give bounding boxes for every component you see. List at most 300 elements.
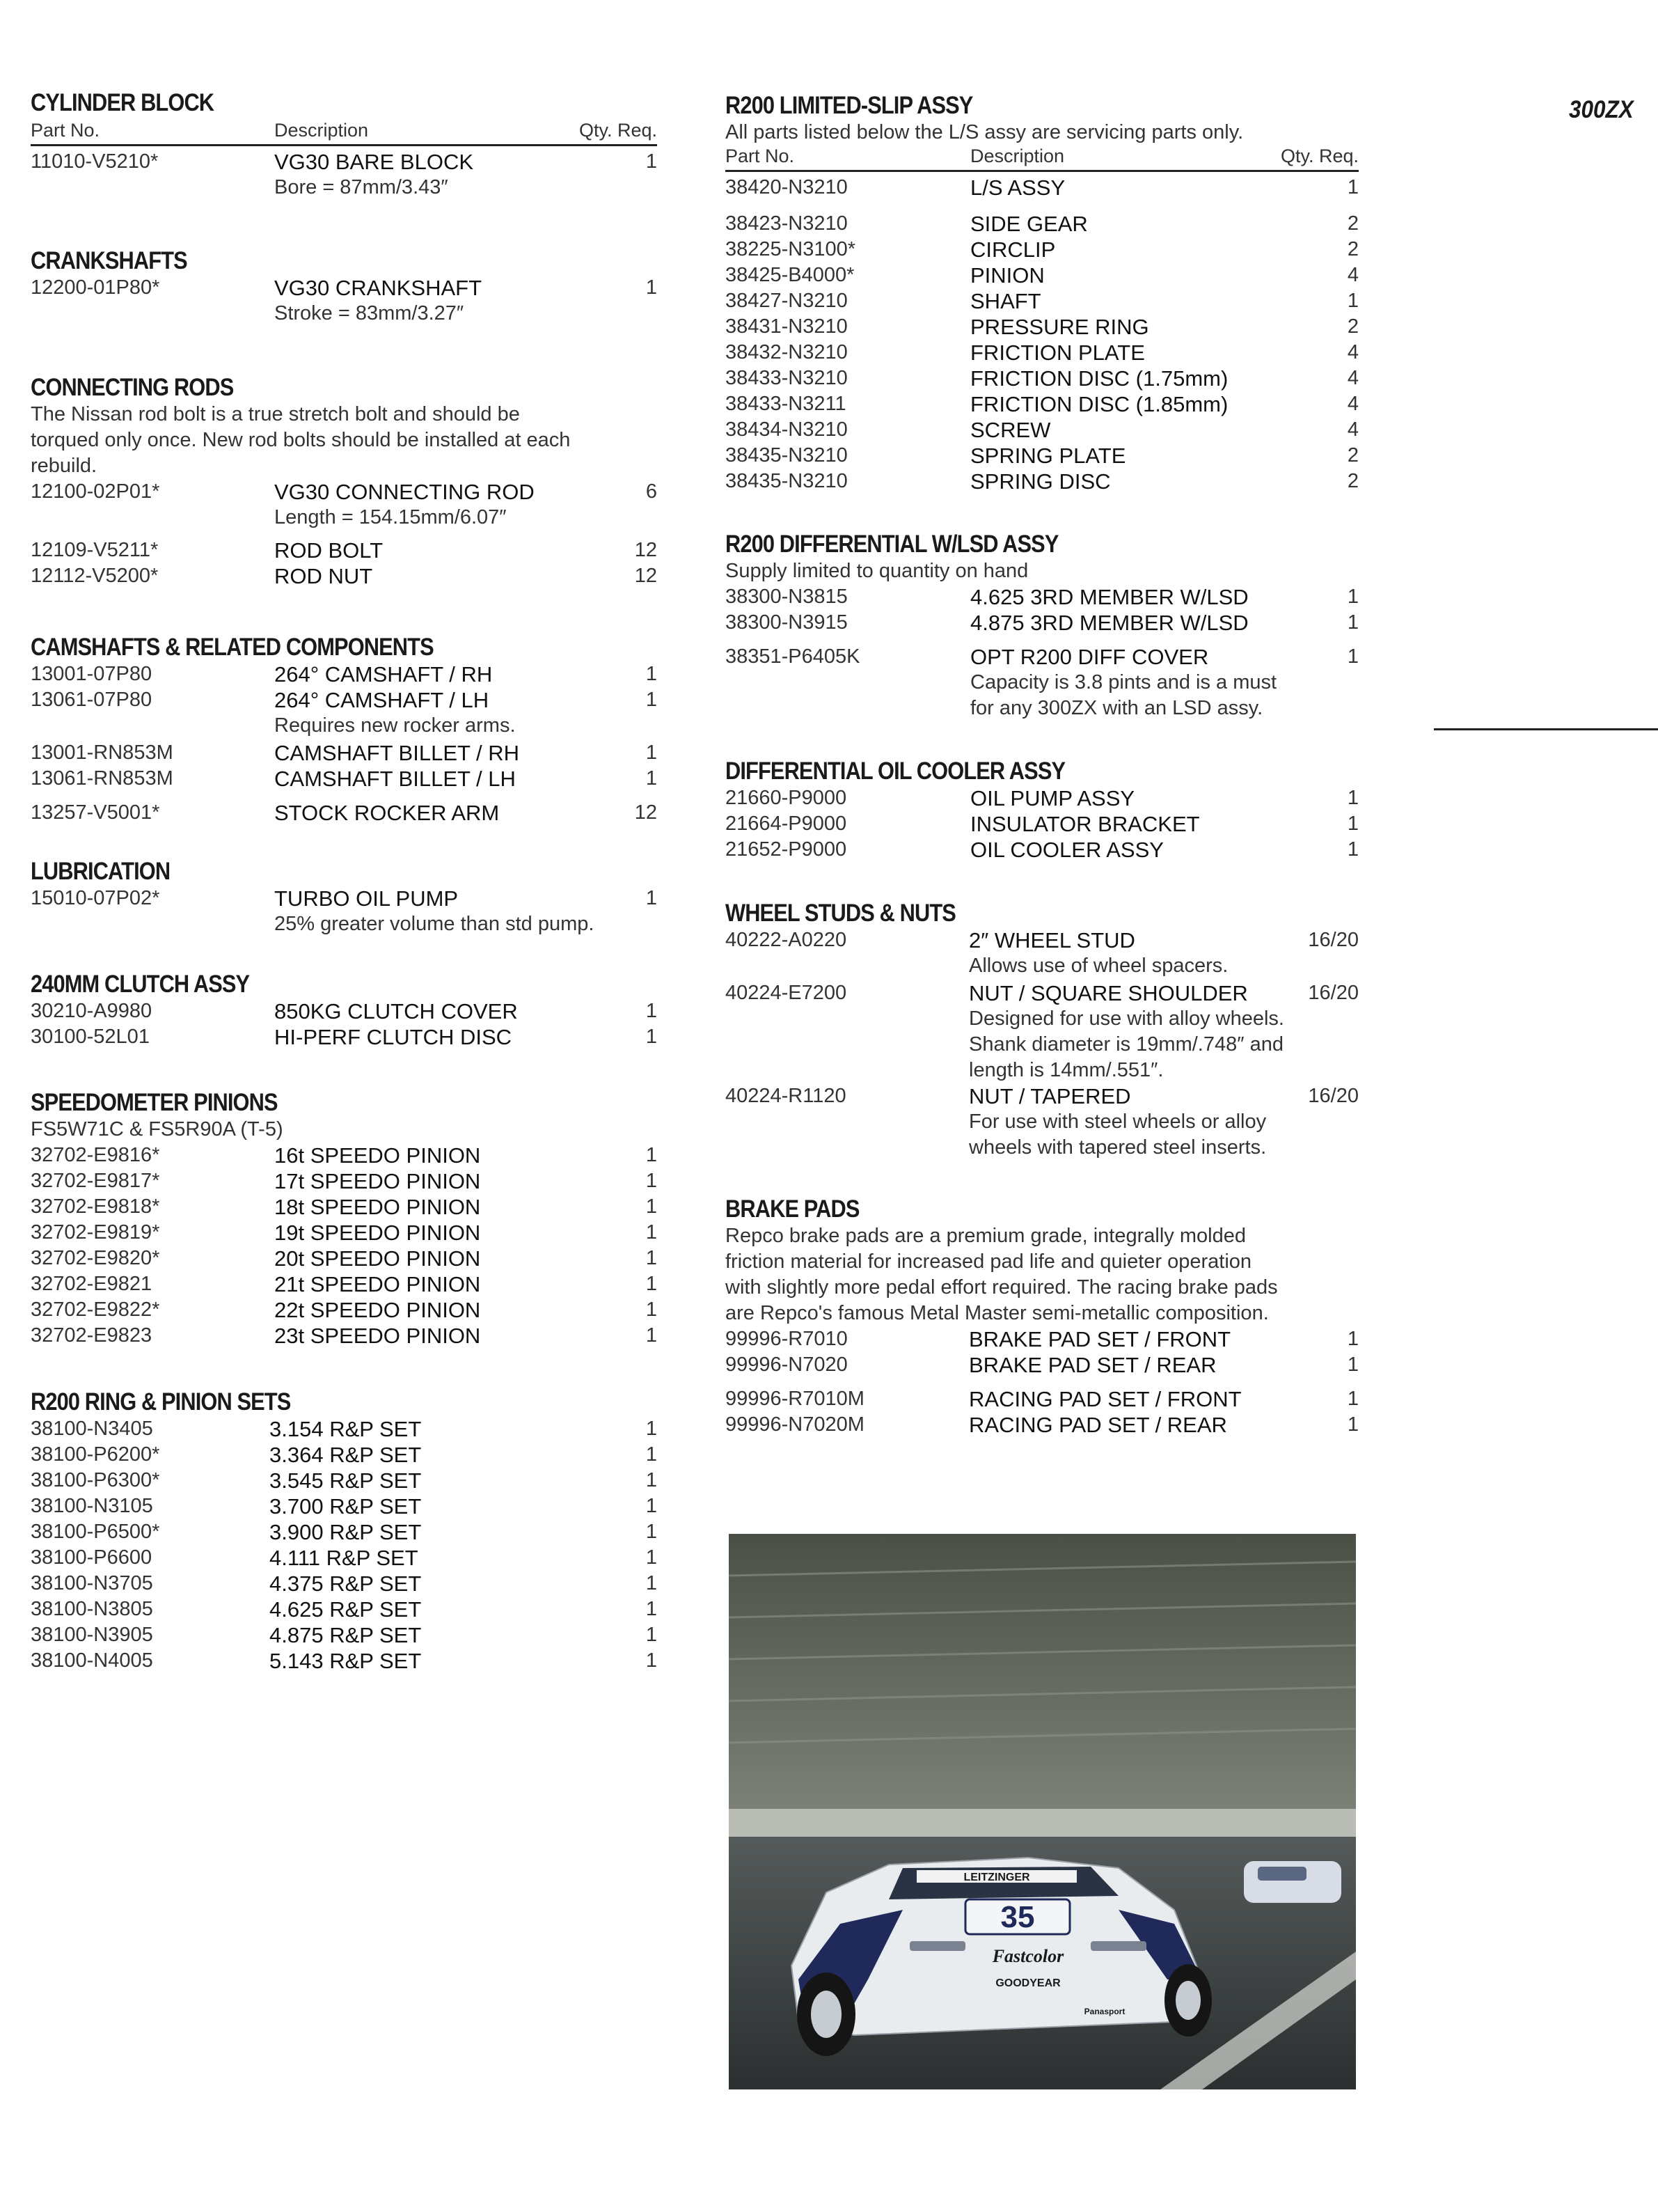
part-description: ROD BOLT — [274, 538, 384, 563]
quantity: 12 — [634, 565, 657, 587]
part-number: 38431-N3210 — [725, 315, 848, 338]
description-text: NUT / TAPERED — [969, 1084, 1131, 1108]
quantity: 1 — [645, 150, 657, 173]
part-description: INSULATOR BRACKET — [970, 812, 1200, 836]
part-description — [274, 687, 516, 739]
part-description: 18t SPEEDO PINION — [274, 1195, 481, 1219]
part-description: 20t SPEEDO PINION — [274, 1246, 481, 1271]
part-number: 38100-N4005 — [31, 1649, 153, 1672]
part-number: 32702-E9818* — [31, 1195, 160, 1218]
note-line: friction material for increased pad life and quieter operation — [725, 1250, 1252, 1273]
quantity: 12 — [634, 539, 657, 561]
description-note: 25% greater volume than std pump. — [274, 913, 594, 935]
header-qty: Qty. Req. — [1280, 146, 1359, 166]
part-number: 40224-R1120 — [725, 1085, 846, 1107]
race-car-photo — [729, 1534, 1356, 2089]
table-row — [725, 340, 1359, 366]
part-number: 15010-07P02* — [31, 887, 160, 909]
part-number: 32702-E9819* — [31, 1221, 160, 1244]
part-number: 13257-V5001* — [31, 801, 160, 824]
part-number: 38100-N3705 — [31, 1572, 153, 1594]
table-row — [31, 1271, 657, 1297]
quantity: 1 — [645, 1144, 657, 1166]
note-line: rebuild. — [31, 455, 97, 477]
header-description: Description — [274, 120, 369, 141]
note-line: torqued only once. New rod bolts should be installed at each — [31, 429, 571, 451]
table-row — [725, 314, 1359, 340]
table-row — [725, 785, 1359, 811]
pit-wall — [729, 1809, 1356, 1837]
section-limited-slip — [725, 92, 1359, 494]
section-title: BRAKE PADS — [725, 1195, 860, 1223]
part-number: 32702-E9821 — [31, 1273, 152, 1295]
description-text: VG30 BARE BLOCK — [274, 150, 474, 174]
note-line: with slightly more pedal effort required. The racing brake pads — [725, 1276, 1278, 1299]
quantity: 4 — [1347, 418, 1359, 441]
part-number: 38100-N3105 — [31, 1495, 153, 1517]
part-number: 12200-01P80* — [31, 276, 160, 299]
part-number: 38433-N3210 — [725, 367, 848, 389]
part-number: 38435-N3210 — [725, 470, 848, 492]
column-headers — [725, 146, 1359, 172]
quantity: 1 — [1347, 813, 1359, 835]
part-description: 4.875 3RD MEMBER W/LSD — [970, 611, 1249, 635]
quantity: 1 — [645, 1469, 657, 1491]
quantity: 1 — [1347, 838, 1359, 861]
part-description: 4.875 R&P SET — [269, 1623, 422, 1647]
table-row — [725, 175, 1359, 211]
part-number: 13001-RN853M — [31, 742, 173, 764]
table-row — [31, 1597, 657, 1622]
quantity: 1 — [645, 1418, 657, 1440]
part-description — [274, 275, 482, 327]
part-description: CIRCLIP — [970, 237, 1056, 262]
section-title: CRANKSHAFTS — [31, 247, 187, 274]
sponsor-sill: Panasport — [1084, 2007, 1126, 2016]
table-row — [725, 811, 1359, 837]
part-description: 4.625 3RD MEMBER W/LSD — [970, 585, 1249, 609]
part-description: SIDE GEAR — [970, 212, 1088, 236]
table-row — [31, 1143, 657, 1168]
part-description: SCREW — [970, 418, 1051, 442]
table-row — [725, 1352, 1359, 1386]
section-oil-cooler — [725, 758, 1359, 863]
quantity: 1 — [645, 1521, 657, 1543]
part-number: 13061-RN853M — [31, 767, 173, 790]
part-description: FRICTION DISC (1.75mm) — [970, 366, 1229, 391]
part-description: 19t SPEEDO PINION — [274, 1221, 481, 1245]
part-number: 38100-N3405 — [31, 1418, 153, 1440]
quantity: 1 — [645, 1495, 657, 1517]
part-description: 3.545 R&P SET — [269, 1468, 422, 1493]
part-description: SHAFT — [970, 289, 1041, 313]
part-description: L/S ASSY — [970, 175, 1066, 200]
table-row — [31, 1024, 657, 1050]
part-description: 3.154 R&P SET — [269, 1417, 422, 1441]
section-title: 240MM CLUTCH ASSY — [31, 971, 250, 998]
description-note: for any 300ZX with an LSD assy. — [970, 697, 1263, 719]
section-camshafts — [31, 634, 657, 826]
part-description — [274, 149, 473, 201]
section-speedo-pinions — [31, 1089, 657, 1349]
table-row — [31, 1571, 657, 1597]
part-number: 12100-02P01* — [31, 480, 160, 503]
part-description: SPRING PLATE — [970, 444, 1126, 468]
part-number: 99996-R7010 — [725, 1328, 848, 1350]
table-row — [31, 1622, 657, 1648]
part-number: 38100-P6500* — [31, 1521, 160, 1543]
wheel-rim — [1176, 1981, 1201, 2020]
part-number: 38100-P6200* — [31, 1443, 160, 1466]
part-description — [969, 1083, 1266, 1161]
description-note: Bore = 87mm/3.43″ — [274, 176, 448, 198]
quantity: 1 — [1347, 645, 1359, 668]
description-text: VG30 CONNECTING ROD — [274, 480, 535, 504]
section-title: CYLINDER BLOCK — [31, 89, 214, 116]
quantity: 1 — [645, 1170, 657, 1192]
quantity: 16/20 — [1308, 929, 1359, 951]
quantity: 12 — [634, 801, 657, 824]
part-description — [969, 927, 1228, 979]
windshield-banner: LEITZINGER — [963, 1872, 1030, 1883]
header-description: Description — [970, 146, 1065, 166]
table-row — [725, 262, 1359, 288]
description-note: wheels with tapered steel inserts. — [969, 1136, 1267, 1159]
quantity: 2 — [1347, 212, 1359, 235]
description-note: Capacity is 3.8 pints and is a must — [970, 671, 1277, 693]
part-number: 38433-N3211 — [725, 393, 846, 415]
race-car-illustration — [729, 1534, 1356, 2089]
quantity: 2 — [1347, 444, 1359, 466]
car-number: 35 — [1000, 1900, 1035, 1934]
part-description: 5.143 R&P SET — [269, 1649, 422, 1673]
sponsor-hood: Fastcolor — [992, 1946, 1064, 1966]
quantity: 16/20 — [1308, 982, 1359, 1004]
part-description: 264° CAMSHAFT / RH — [274, 662, 493, 687]
part-number: 32702-E9816* — [31, 1144, 160, 1166]
table-row — [725, 1326, 1359, 1352]
quantity: 1 — [645, 689, 657, 711]
quantity: 1 — [645, 1624, 657, 1646]
section-note — [31, 402, 657, 479]
part-description — [970, 644, 1277, 721]
quantity: 1 — [645, 1221, 657, 1244]
part-number: 38423-N3210 — [725, 212, 848, 235]
part-description: 4.375 R&P SET — [269, 1571, 422, 1596]
table-row — [725, 927, 1359, 980]
quantity: 16/20 — [1308, 1085, 1359, 1107]
part-number: 38225-N3100* — [725, 238, 856, 260]
column-headers — [31, 117, 657, 146]
section-crankshafts — [31, 247, 657, 328]
table-row — [31, 1194, 657, 1220]
part-number: 21652-P9000 — [725, 838, 847, 861]
description-text: VG30 CRANKSHAFT — [274, 276, 482, 300]
quantity: 1 — [1347, 290, 1359, 312]
wheel-rim — [811, 1991, 842, 2038]
part-number: 38420-N3210 — [725, 176, 848, 198]
part-number: 38425-B4000* — [725, 264, 855, 286]
table-row — [31, 1442, 657, 1468]
part-description: ROD NUT — [274, 564, 373, 588]
table-row — [725, 1386, 1359, 1412]
table-row — [725, 644, 1359, 721]
part-number: 32702-E9817* — [31, 1170, 160, 1192]
quantity: 4 — [1347, 393, 1359, 415]
margin-rule — [1434, 728, 1658, 730]
table-row — [31, 275, 657, 328]
header-part-no: Part No. — [725, 146, 795, 166]
section-title: R200 DIFFERENTIAL W/LSD ASSY — [725, 531, 1059, 558]
header-qty: Qty. Req. — [578, 120, 657, 141]
table-row — [31, 800, 657, 826]
quantity: 1 — [1347, 611, 1359, 634]
section-title: LUBRICATION — [31, 858, 171, 885]
part-number: 38434-N3210 — [725, 418, 848, 441]
background-car — [1244, 1861, 1341, 1903]
quantity: 2 — [1347, 470, 1359, 492]
part-description: SPRING DISC — [970, 469, 1111, 494]
quantity: 1 — [645, 1026, 657, 1048]
part-number: 32702-E9820* — [31, 1247, 160, 1269]
description-text: 264° CAMSHAFT / LH — [274, 688, 489, 712]
part-number: 40224-E7200 — [725, 982, 847, 1004]
part-number: 99996-R7010M — [725, 1388, 864, 1410]
table-row — [31, 886, 657, 939]
note-line: The Nissan rod bolt is a true stretch bolt and should be — [31, 403, 520, 425]
part-number: 30210-A9980 — [31, 1000, 152, 1022]
table-row — [31, 1545, 657, 1571]
table-row — [725, 980, 1359, 1083]
part-description: 3.700 R&P SET — [269, 1494, 422, 1519]
table-row — [725, 237, 1359, 262]
quantity: 1 — [645, 887, 657, 909]
section-wheel-studs — [725, 900, 1359, 1161]
part-number: 38432-N3210 — [725, 341, 848, 363]
quantity: 1 — [645, 1299, 657, 1321]
quantity: 4 — [1347, 341, 1359, 363]
part-description: BRAKE PAD SET / FRONT — [969, 1327, 1231, 1351]
section-title: CONNECTING RODS — [31, 374, 234, 401]
part-description: OIL PUMP ASSY — [970, 786, 1135, 810]
table-row — [31, 1648, 657, 1674]
part-number: 38100-P6300* — [31, 1469, 160, 1491]
section-connecting-rods — [31, 374, 657, 589]
part-description: 4.111 R&P SET — [269, 1546, 418, 1570]
quantity: 1 — [645, 767, 657, 790]
section-clutch — [31, 971, 657, 1050]
part-description: HI-PERF CLUTCH DISC — [274, 1025, 512, 1049]
table-row — [31, 1323, 657, 1349]
part-number: 12109-V5211* — [31, 539, 159, 561]
quantity: 1 — [1347, 787, 1359, 809]
description-text: TURBO OIL PUMP — [274, 886, 459, 911]
part-description: FRICTION PLATE — [970, 340, 1145, 365]
table-row — [725, 366, 1359, 391]
section-ring-pinion — [31, 1388, 657, 1674]
section-note: Supply limited to quantity on hand — [725, 560, 1029, 582]
description-note: Requires new rocker arms. — [274, 714, 516, 737]
section-note — [725, 1223, 1359, 1326]
section-title: R200 LIMITED-SLIP ASSY — [725, 92, 973, 119]
section-title: CAMSHAFTS & RELATED COMPONENTS — [31, 634, 434, 661]
section-lubrication — [31, 858, 657, 939]
part-number: 21664-P9000 — [725, 813, 847, 835]
quantity: 1 — [645, 1000, 657, 1022]
section-cylinder-block — [31, 89, 657, 205]
table-row — [31, 149, 657, 205]
part-description: 17t SPEEDO PINION — [274, 1169, 481, 1193]
part-number: 38351-P6405K — [725, 645, 860, 668]
part-number: 40222-A0220 — [725, 929, 847, 951]
section-note: All parts listed below the L/S assy are servicing parts only. — [725, 121, 1244, 143]
part-number: 38100-N3905 — [31, 1624, 153, 1646]
description-text: 2″ WHEEL STUD — [969, 928, 1135, 952]
section-title: R200 RING & PINION SETS — [31, 1388, 291, 1415]
part-number: 38100-N3805 — [31, 1598, 153, 1620]
part-description — [274, 479, 535, 531]
part-number: 11010-V5210* — [31, 150, 159, 173]
table-row — [725, 610, 1359, 644]
part-number: 38100-P6600 — [31, 1546, 152, 1569]
note-line: Repco brake pads are a premium grade, integrally molded — [725, 1225, 1246, 1247]
table-row — [725, 443, 1359, 469]
table-row — [31, 661, 657, 687]
brand-mark: 300ZX — [1569, 96, 1634, 123]
part-number: 38435-N3210 — [725, 444, 848, 466]
part-description: OIL COOLER ASSY — [970, 838, 1164, 862]
quantity: 6 — [645, 480, 657, 503]
sponsor-tire: GOODYEAR — [995, 1977, 1061, 1989]
quantity: 1 — [1347, 1354, 1359, 1376]
section-brake-pads — [725, 1195, 1359, 1438]
quantity: 1 — [645, 1598, 657, 1620]
part-description: RACING PAD SET / REAR — [969, 1413, 1227, 1437]
part-description: 3.364 R&P SET — [269, 1443, 422, 1467]
table-row — [725, 391, 1359, 417]
part-description: BRAKE PAD SET / REAR — [969, 1353, 1217, 1377]
description-note: Length = 154.15mm/6.07″ — [274, 506, 507, 528]
part-number: 12112-V5200* — [31, 565, 159, 587]
part-description: 23t SPEEDO PINION — [274, 1324, 481, 1348]
quantity: 1 — [1347, 586, 1359, 608]
table-row — [31, 766, 657, 800]
part-description: 850KG CLUTCH COVER — [274, 999, 518, 1023]
description-note: For use with steel wheels or alloy — [969, 1111, 1267, 1133]
grandstand — [729, 1534, 1356, 1826]
part-number: 30100-52L01 — [31, 1026, 150, 1048]
table-row — [31, 1246, 657, 1271]
quantity: 2 — [1347, 238, 1359, 260]
table-row — [725, 837, 1359, 863]
part-number: 99996-N7020 — [725, 1354, 848, 1376]
table-row — [31, 479, 657, 538]
table-row — [725, 1083, 1359, 1161]
table-row — [725, 288, 1359, 314]
part-number: 32702-E9823 — [31, 1324, 152, 1347]
table-row — [31, 1416, 657, 1442]
quantity: 1 — [645, 742, 657, 764]
quantity: 4 — [1347, 264, 1359, 286]
quantity: 1 — [645, 1273, 657, 1295]
header-part-no: Part No. — [31, 120, 100, 141]
quantity: 1 — [645, 1572, 657, 1594]
section-note: FS5W71C & FS5R90A (T-5) — [31, 1118, 283, 1140]
description-text: NUT / SQUARE SHOULDER — [969, 981, 1248, 1005]
quantity: 1 — [1347, 1413, 1359, 1436]
note-line: are Repco's famous Metal Master semi-metallic composition. — [725, 1302, 1269, 1324]
table-row — [31, 1468, 657, 1493]
description-note: Designed for use with alloy wheels. — [969, 1007, 1284, 1030]
part-description: FRICTION DISC (1.85mm) — [970, 392, 1229, 416]
description-note: length is 14mm/.551″. — [969, 1059, 1164, 1081]
description-note: Stroke = 83mm/3.27″ — [274, 302, 464, 324]
quantity: 1 — [1347, 1328, 1359, 1350]
part-number: 13001-07P80 — [31, 663, 152, 685]
table-row — [31, 740, 657, 766]
quantity: 1 — [645, 1546, 657, 1569]
quantity: 1 — [1347, 1388, 1359, 1410]
table-row — [725, 584, 1359, 610]
table-row — [31, 538, 657, 563]
part-description: 16t SPEEDO PINION — [274, 1143, 481, 1168]
part-description: CAMSHAFT BILLET / RH — [274, 741, 519, 765]
part-number: 38300-N3915 — [725, 611, 848, 634]
quantity: 1 — [645, 1649, 657, 1672]
quantity: 4 — [1347, 367, 1359, 389]
quantity: 1 — [645, 1443, 657, 1466]
table-row — [31, 1168, 657, 1194]
part-description: PRESSURE RING — [970, 315, 1149, 339]
table-row — [31, 1297, 657, 1323]
part-number: 21660-P9000 — [725, 787, 847, 809]
quantity: 1 — [1347, 176, 1359, 198]
table-row — [31, 563, 657, 589]
table-row — [725, 469, 1359, 494]
table-row — [725, 417, 1359, 443]
section-title: DIFFERENTIAL OIL COOLER ASSY — [725, 758, 1066, 785]
table-row — [31, 998, 657, 1024]
table-row — [31, 687, 657, 740]
part-description — [274, 886, 594, 937]
part-number: 38427-N3210 — [725, 290, 848, 312]
quantity: 1 — [645, 1195, 657, 1218]
part-description: RACING PAD SET / FRONT — [969, 1387, 1242, 1411]
part-description: STOCK ROCKER ARM — [274, 801, 500, 825]
section-title: WHEEL STUDS & NUTS — [725, 900, 956, 927]
part-number: 99996-N7020M — [725, 1413, 864, 1436]
section-title: SPEEDOMETER PINIONS — [31, 1089, 278, 1116]
part-description — [969, 980, 1284, 1083]
table-row — [31, 1220, 657, 1246]
table-row — [725, 1412, 1359, 1438]
quantity: 1 — [645, 1324, 657, 1347]
part-description: 3.900 R&P SET — [269, 1520, 422, 1544]
part-number: 38300-N3815 — [725, 586, 848, 608]
table-row — [31, 1493, 657, 1519]
part-description: PINION — [970, 263, 1045, 288]
table-row — [725, 211, 1359, 237]
part-number: 32702-E9822* — [31, 1299, 160, 1321]
description-note: Allows use of wheel spacers. — [969, 955, 1229, 977]
description-text: OPT R200 DIFF COVER — [970, 645, 1209, 669]
part-description: 22t SPEEDO PINION — [274, 1298, 481, 1322]
quantity: 1 — [645, 276, 657, 299]
quantity: 1 — [645, 1247, 657, 1269]
part-description: 21t SPEEDO PINION — [274, 1272, 481, 1296]
part-number: 13061-07P80 — [31, 689, 152, 711]
section-differential — [725, 531, 1359, 721]
